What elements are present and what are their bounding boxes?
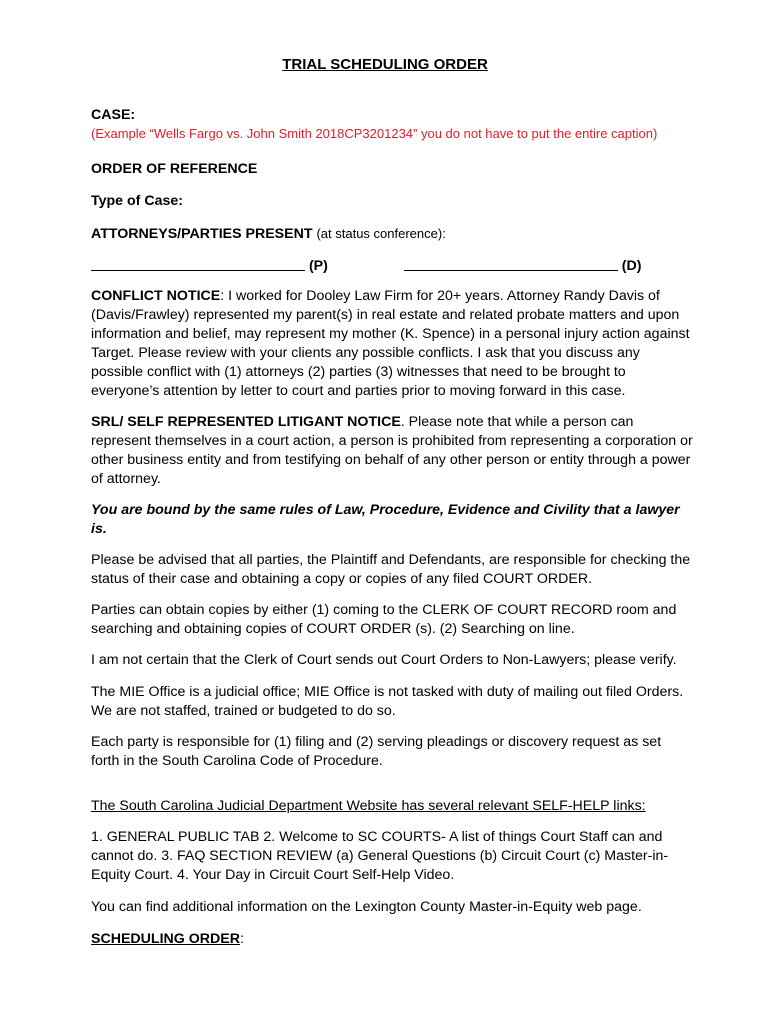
website-heading: The South Carolina Judicial Department Website has several relevant SELF-HELP links: — [91, 798, 646, 814]
bound-rules-notice: You are bound by the same rules of Law, Procedure, Evidence and Civility that a lawyer is. — [91, 502, 680, 537]
defendant-blank-line[interactable] — [404, 256, 618, 271]
conflict-label: CONFLICT NOTICE — [91, 288, 221, 304]
case-example: (Example “Wells Fargo vs. John Smith 2018CP3201234” you do not have to put the entire caption) — [91, 126, 658, 141]
conflict-text: : I worked for Dooley Law Firm for 20+ years. Attorney Randy Davis of (Davis/Frawley) represented my parent(s) in real estate and related probate matters and upon information and belief, may represent my mother (K. Spence) in a personal injury action against Target. Please review with your clients any possible conflicts. I ask that you discuss any possible conflict with (1) attorneys (2) parties (3) witnesses that need to be brought to everyone’s attention by letter to court and parties prior to moving forward in this case. — [91, 288, 690, 399]
srl-label: SRL/ SELF REPRESENTED LITIGANT NOTICE — [91, 414, 401, 430]
additional-info: You can find additional information on the Lexington County Master-in-Equity web page. — [91, 899, 642, 915]
attorneys-note: (at status conference): — [316, 226, 446, 241]
scheduling-order-colon: : — [239, 931, 244, 947]
para-advised: Please be advised that all parties, the Plaintiff and Defendants, are responsible for checking the status of their case and obtaining a copy or copies of any filed COURT ORDER. — [91, 552, 691, 587]
party-signature-lines — [91, 256, 711, 276]
srl-text: . Please note that while a person can represent themselves in a court action, a person is prohibited from representing a corporation or other business entity and from testifying on behalf of any other person or entity through a power of attorney. — [91, 414, 693, 487]
scheduling-order-label: SCHEDULING ORDER — [91, 931, 240, 947]
conflict-notice — [91, 287, 691, 401]
document-title: TRIAL SCHEDULING ORDER — [282, 56, 488, 73]
plaintiff-marker: (P) — [308, 258, 328, 274]
para-mie: The MIE Office is a judicial office; MIE Office is not tasked with duty of mailing out filed Orders. We are not staffed, trained or budgeted to do so. — [91, 684, 684, 719]
para-each-party: Each party is responsible for (1) filing and (2) serving pleadings or discovery request as set forth in the South Carolina Code of Procedure. — [91, 734, 662, 769]
type-of-case: Type of Case: — [91, 193, 183, 209]
srl-notice — [91, 413, 693, 489]
attorneys-present — [91, 224, 691, 244]
scheduling-order-heading — [91, 930, 691, 949]
defendant-marker: (D) — [621, 258, 642, 274]
self-help-links: 1. GENERAL PUBLIC TAB 2. Welcome to SC COURTS- A list of things Court Staff can and cannot do. 3. FAQ SECTION REVIEW (a) General Questions (b) Circuit Court (c) Master-in-Equity Court. 4. Your Day in Circuit Court Self-Help Video. — [91, 829, 669, 883]
case-label: CASE: — [91, 107, 136, 123]
order-of-reference: ORDER OF REFERENCE — [91, 161, 258, 177]
plaintiff-blank-line[interactable] — [91, 256, 305, 271]
para-not-certain: I am not certain that the Clerk of Court sends out Court Orders to Non-Lawyers; please verify. — [91, 652, 677, 668]
para-copies: Parties can obtain copies by either (1) coming to the CLERK OF COURT RECORD room and searching and obtaining copies of COURT ORDER (s). (2) Searching on line. — [91, 602, 677, 637]
attorneys-label: ATTORNEYS/PARTIES PRESENT — [91, 226, 313, 242]
